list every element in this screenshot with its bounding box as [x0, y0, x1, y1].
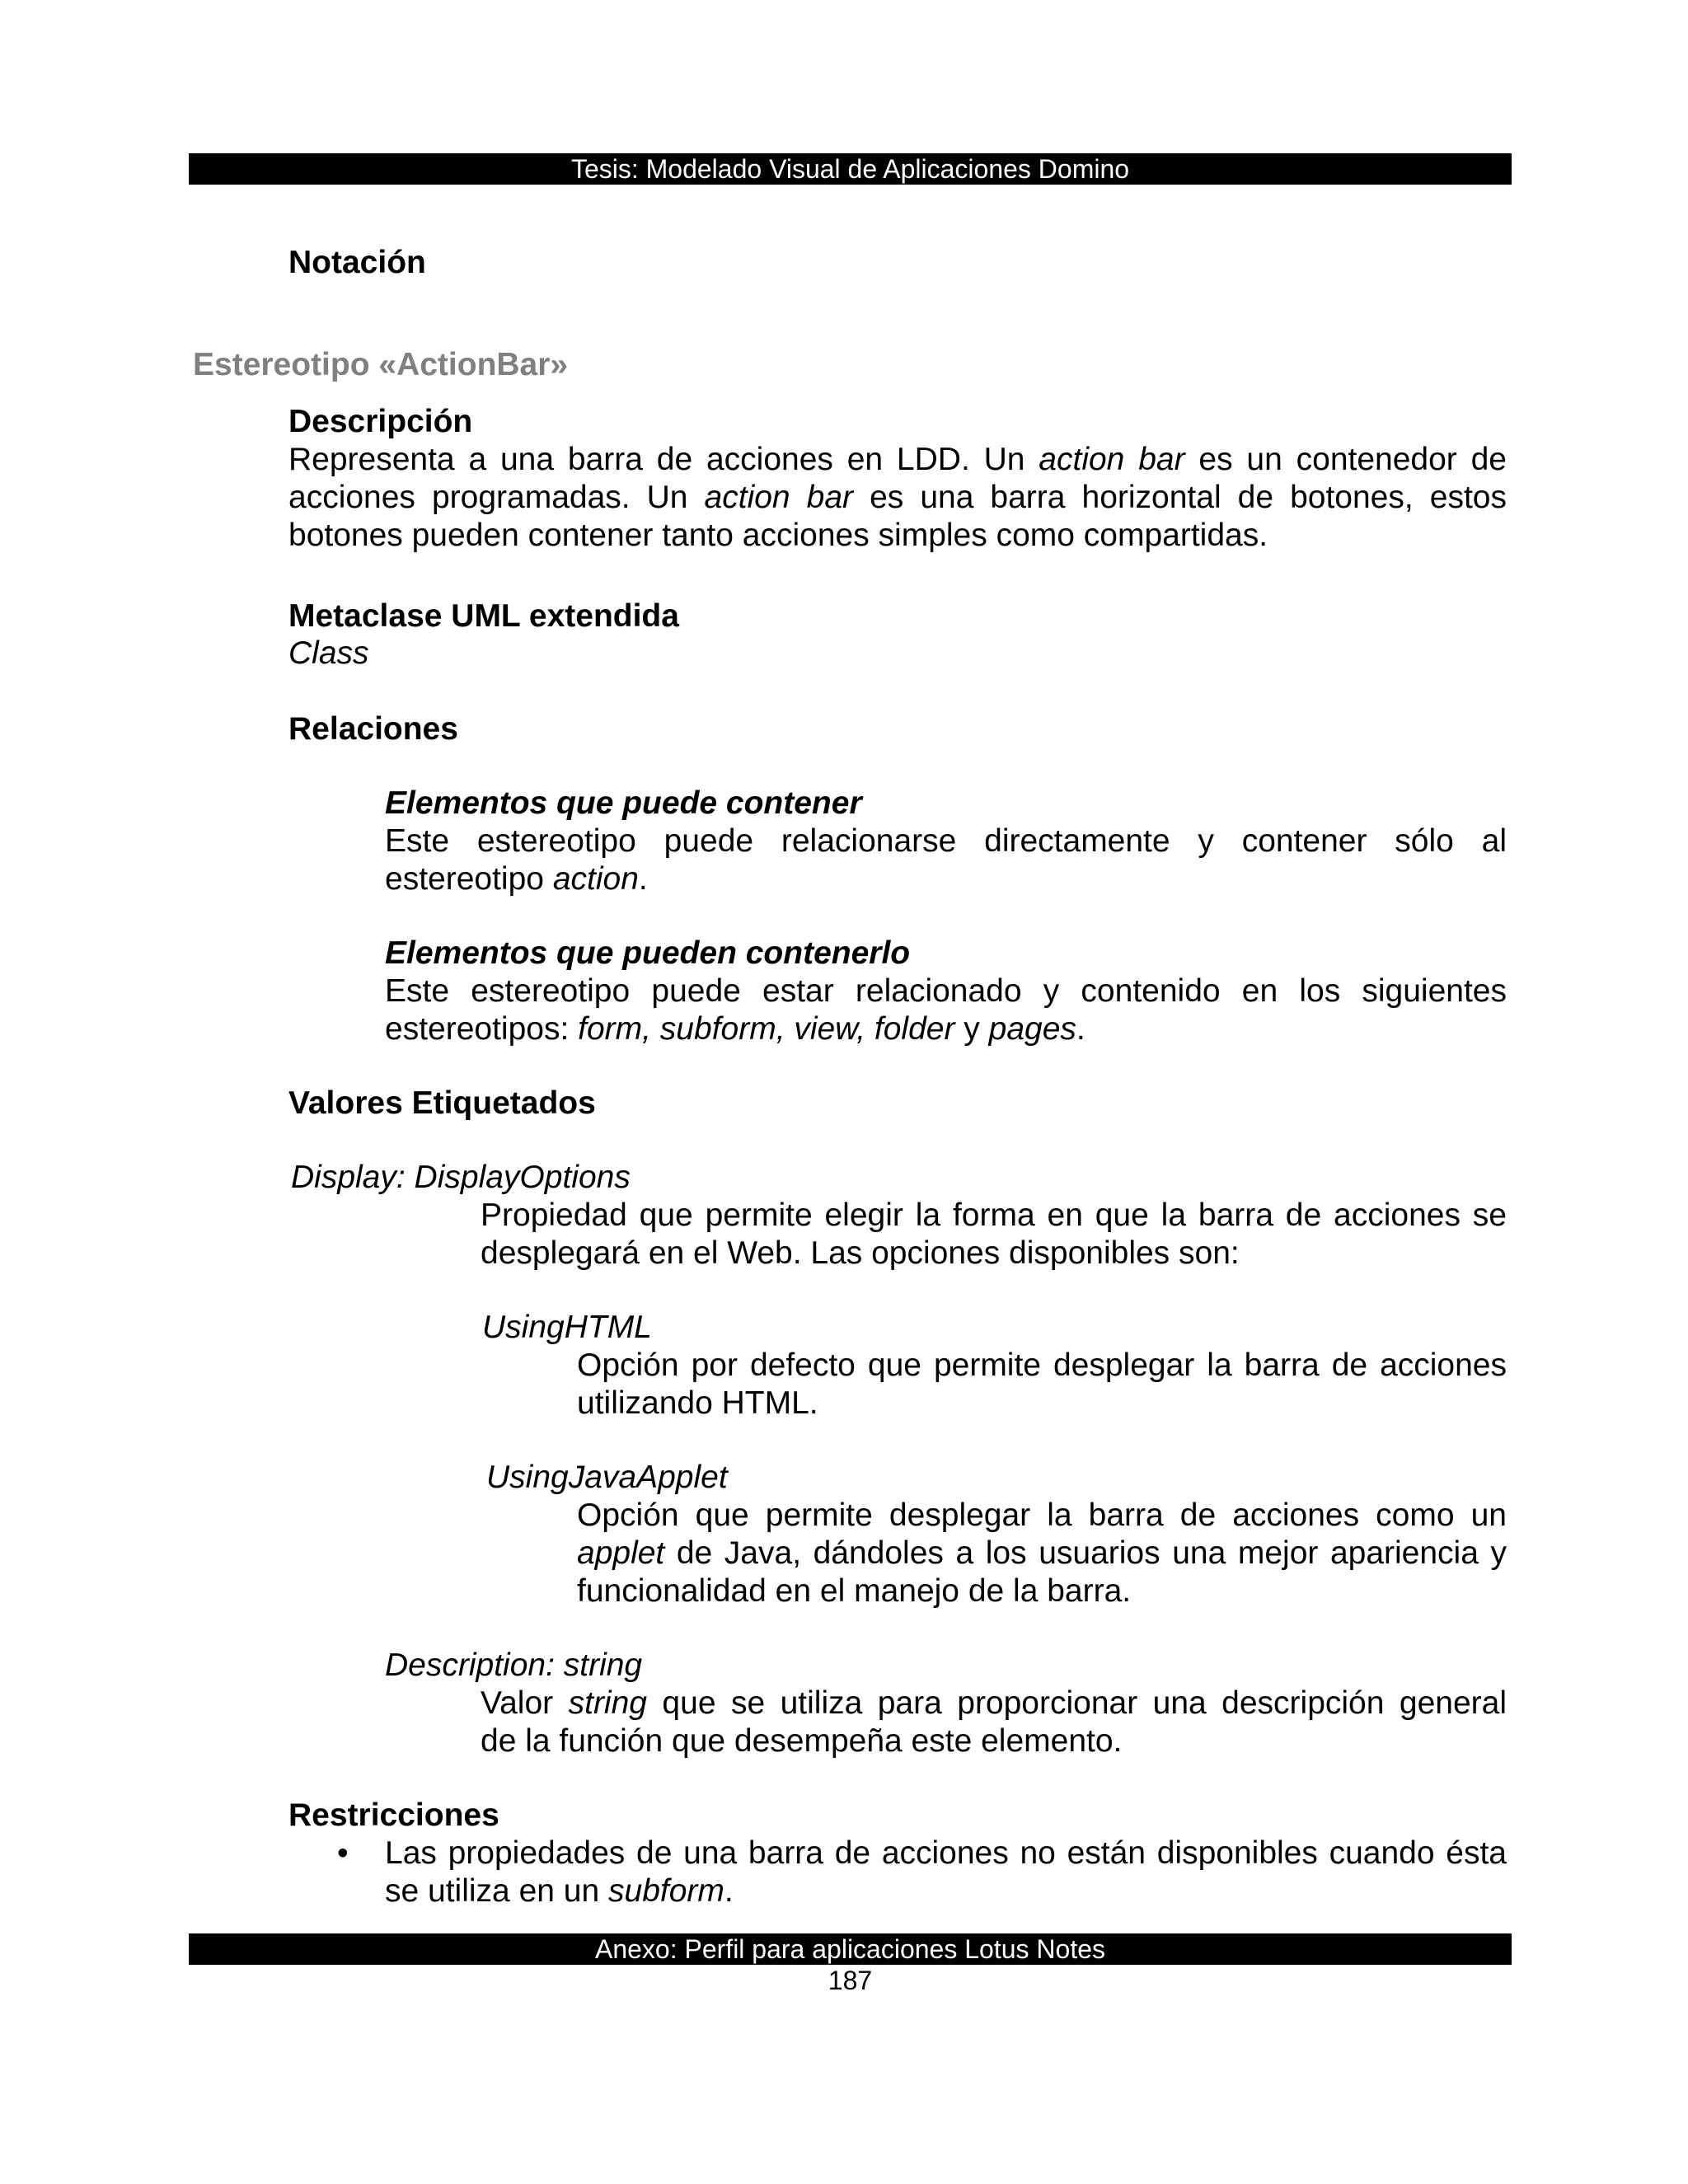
descripcion-line-1: Representa a una barra de acciones en LDD. Un action bar es un contenedor de [288, 442, 1507, 477]
description-line-1: Valor string que se utiliza para proporcionar una descripción general [481, 1685, 1507, 1721]
metaclase-heading: Metaclase UML extendida [288, 598, 679, 634]
notacion-heading: Notación [288, 245, 426, 280]
bullet-marker: • [337, 1835, 349, 1871]
usingjava-line-1: Opción que permite desplegar la barra de acciones como un [577, 1497, 1507, 1533]
display-line-2: desplegará en el Web. Las opciones disponibles son: [481, 1235, 1240, 1271]
restricciones-line-2: se utiliza en un subform. [385, 1873, 734, 1909]
contener-heading: Elementos que puede contener [385, 785, 862, 821]
description-paragraph [481, 1685, 1507, 1760]
contenerlo-heading: Elementos que pueden contenerlo [385, 935, 911, 971]
restricciones-line-1: Las propiedades de una barra de acciones no están disponibles cuando ésta [385, 1835, 1507, 1871]
usingjava-paragraph [577, 1497, 1507, 1610]
contenerlo-line-1: Este estereotipo puede estar relacionado y contenido en los siguientes [385, 973, 1507, 1009]
restricciones-item [385, 1835, 1507, 1910]
display-paragraph [481, 1197, 1507, 1272]
relaciones-heading: Relaciones [288, 711, 458, 747]
contener-line-1: Este estereotipo puede relacionarse directamente y contener sólo al [385, 823, 1507, 859]
descripcion-line-3: botones pueden contener tanto acciones simples como compartidas. [288, 518, 1268, 553]
display-line-1: Propiedad que permite elegir la forma en que la barra de acciones se [481, 1197, 1507, 1233]
description-label: Description: string [385, 1647, 643, 1683]
descripcion-paragraph [288, 441, 1507, 555]
description-line-2: de la función que desempeña este elemento. [481, 1723, 1123, 1759]
usingjava-line-3: funcionalidad en el manejo de la barra. [577, 1573, 1132, 1609]
descripcion-heading: Descripción [288, 404, 473, 439]
usinghtml-line-2: utilizando HTML. [577, 1385, 818, 1421]
usingjava-line-2: applet de Java, dándoles a los usuarios una mejor apariencia y [577, 1535, 1507, 1571]
contener-paragraph [385, 823, 1507, 898]
usinghtml-line-1: Opción por defecto que permite desplegar la barra de acciones [577, 1347, 1507, 1383]
footer-band: Anexo: Perfil para aplicaciones Lotus Notes [189, 1933, 1512, 1965]
usinghtml-paragraph [577, 1347, 1507, 1422]
contener-line-2: estereotipo action. [385, 861, 648, 897]
usingjava-label: UsingJavaApplet [486, 1460, 728, 1495]
contenerlo-line-2: estereotipos: form, subform, view, folder y pages. [385, 1011, 1085, 1047]
descripcion-line-2: acciones programadas. Un action bar es una barra horizontal de botones, estos [288, 480, 1507, 515]
valores-heading: Valores Etiquetados [288, 1085, 596, 1121]
stereotype-title: Estereotipo «ActionBar» [193, 347, 569, 382]
page-number: 187 [828, 1966, 873, 1995]
header-band: Tesis: Modelado Visual de Aplicaciones Domino [189, 153, 1512, 185]
restricciones-heading: Restricciones [288, 1797, 499, 1833]
usinghtml-label: UsingHTML [482, 1310, 652, 1345]
contenerlo-paragraph [385, 972, 1507, 1048]
display-label: Display: DisplayOptions [291, 1160, 631, 1195]
metaclase-value: Class [288, 635, 369, 671]
